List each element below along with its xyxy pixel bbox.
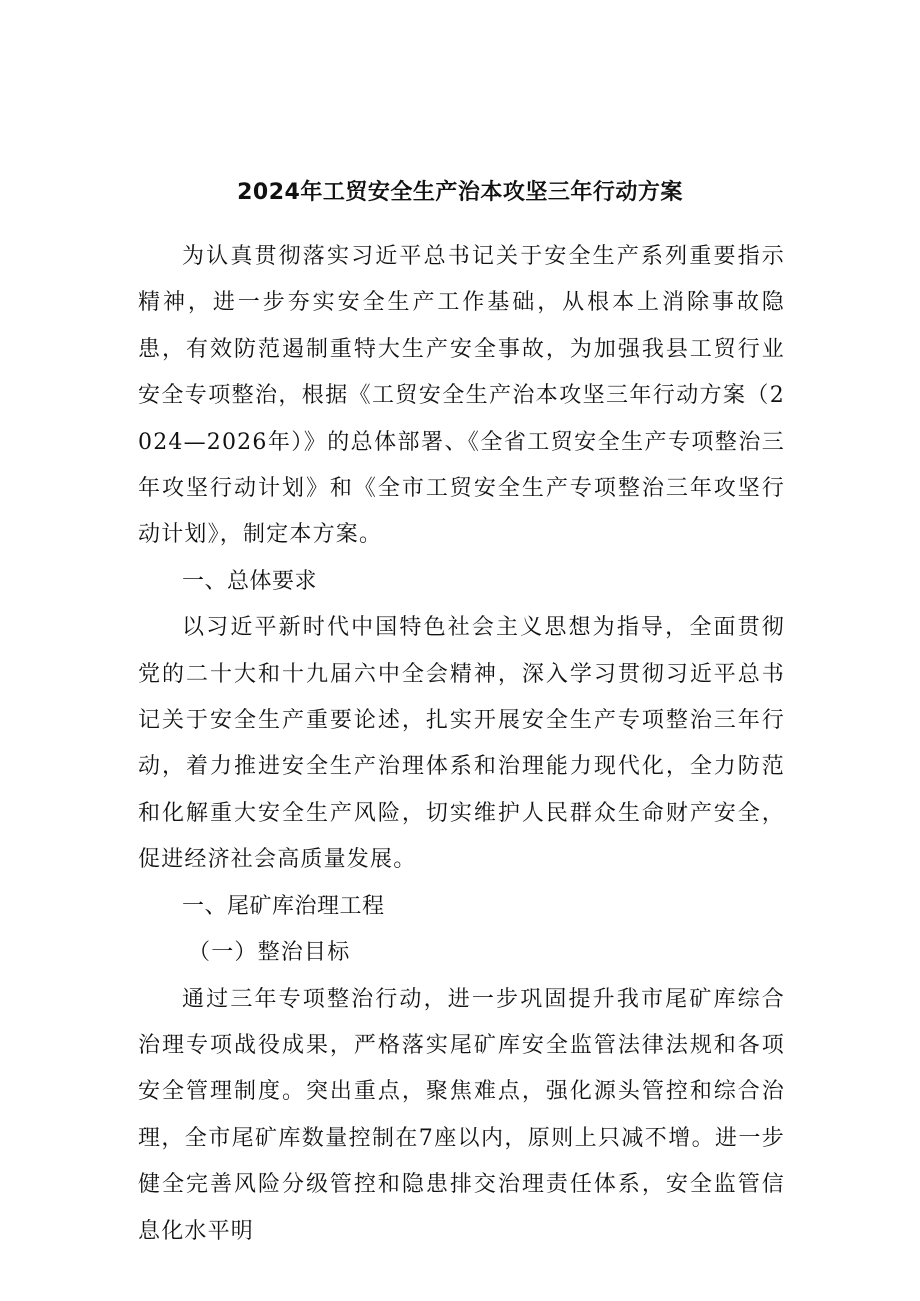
document-title: 2024年工贸安全生产治本攻坚三年行动方案 bbox=[237, 180, 683, 205]
general-requirements-paragraph: 以习近平新时代中国特色社会主义思想为指导，全面贯彻党的二十大和十九届六中全会精神，深入学习贯彻习近平总书记关于安全生产重要论述，扎实开展安全生产专项整治三年行动，着力推进安全生产治理体系和治理能力现代化，全力防范和化解重大安全生产风险，切实维护人民群众生命财产安全，促进经济社会高质量发展。 bbox=[138, 615, 785, 873]
section-heading-tailings-project: 一、尾矿库治理工程 bbox=[182, 893, 385, 919]
intro-paragraph: 为认真贯彻落实习近平总书记关于安全生产系列重要指示精神，进一步夯实安全生产工作基础，从根本上消除事故隐患，有效防范遏制重特大生产安全事故，为加强我县工贸行业安全专项整治，根据《工贸安全生产治本攻坚三年行动方案（2024—2026年）》的总体部署、《全省工贸安全生产专项整治三年攻坚行动计划》和《全市工贸安全生产专项整治三年攻坚行动计划》，制定本方案。 bbox=[138, 244, 785, 548]
document-body bbox=[138, 234, 785, 1255]
rectification-goal-paragraph: 通过三年专项整治行动，进一步巩固提升我市尾矿库综合治理专项战役成果，严格落实尾矿库安全监管法律法规和各项安全管理制度。突出重点，聚焦难点，强化源头管控和综合治理，全市尾矿库数量控制在7座以内，原则上只减不增。进一步健全完善风险分级管控和隐患排交治理责任体系，安全监管信息化水平明 bbox=[138, 986, 785, 1244]
subheading-rectification-goal: （一）整治目标 bbox=[188, 940, 351, 966]
section-heading-general-requirements: 一、总体要求 bbox=[182, 568, 318, 594]
